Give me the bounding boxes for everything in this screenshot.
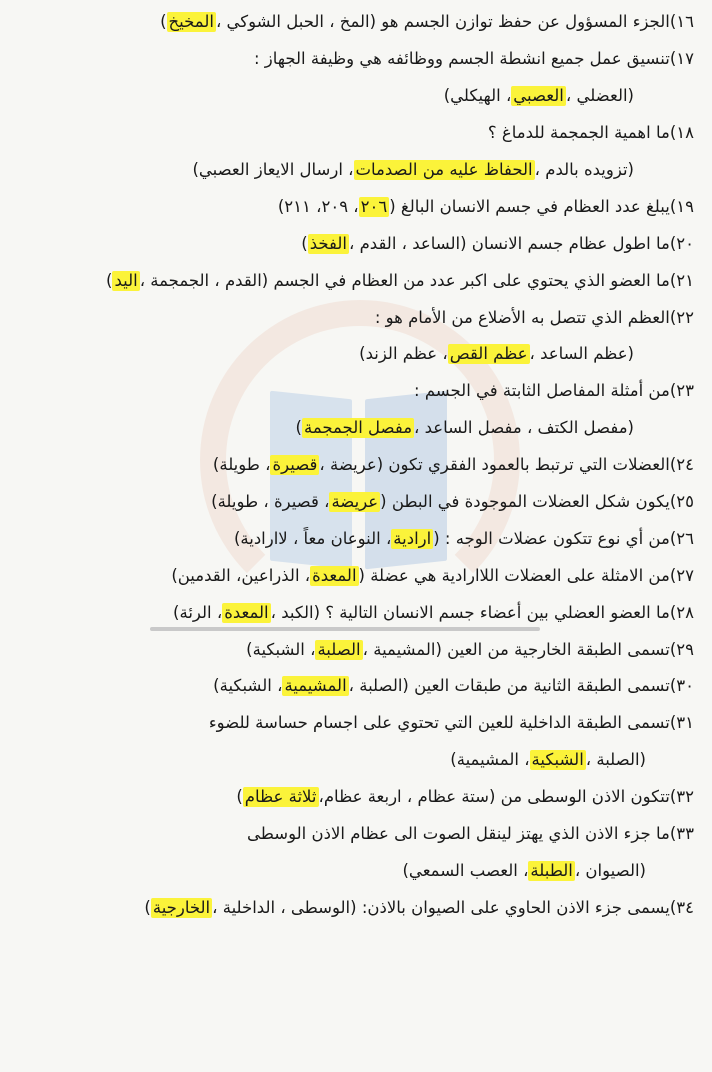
question-line <box>18 557 694 594</box>
highlighted-answer: ثلاثة عظام <box>244 787 317 807</box>
highlighted-answer: ٢٠٦ <box>360 196 388 216</box>
question-line <box>18 373 694 410</box>
line-text-end: ، ٢٠٩، ٢١١) <box>277 196 359 216</box>
line-text: من أمثلة المفاصل الثابتة في الجسم : <box>414 381 670 401</box>
highlighted-answer: عريضة <box>331 492 379 512</box>
question-line <box>18 779 694 816</box>
question-number: ١٩) <box>669 196 694 216</box>
line-text: تنسيق عمل جميع انشطة الجسم ووظائفه هي وظيفة الجهاز : <box>253 49 670 69</box>
line-text: يبلغ عدد العظام في جسم الانسان البالغ ( <box>389 196 670 216</box>
line-text-end: ، قصيرة ، طويلة) <box>211 492 330 512</box>
line-text-end: ، ارسال الايعاز العصبي) <box>192 160 354 179</box>
options-line <box>18 852 694 889</box>
question-line <box>18 299 694 336</box>
line-text: تسمى الطبقة الثانية من طبقات العين (الصلبة ، <box>348 676 670 696</box>
highlighted-answer: المشيمية <box>284 676 347 696</box>
line-text: يكون شكل العضلات الموجودة في البطن ( <box>380 492 670 512</box>
question-number: ٢٧) <box>669 565 694 585</box>
line-text: (الصلبة ، <box>585 750 646 770</box>
line-text: ما اهمية الجمجمة للدماغ ؟ <box>487 123 670 143</box>
question-number: ٣٣) <box>669 824 694 844</box>
question-line <box>18 594 694 631</box>
line-text: ما اطول عظام جسم الانسان (الساعد ، القدم ، <box>349 233 670 253</box>
line-text-end: ) <box>295 418 302 438</box>
line-text: ما العضو الذي يحتوي على اكبر عدد من العظام في الجسم (القدم ، الجمجمة ، <box>139 270 670 290</box>
question-number: ٣١) <box>669 713 694 733</box>
line-text-end: ) <box>301 233 308 253</box>
highlighted-answer: الفخذ <box>309 233 347 253</box>
line-text-end: ، الشبكية) <box>213 676 283 696</box>
line-text-end: ) <box>236 787 243 807</box>
question-number: ٢٥) <box>669 492 694 512</box>
question-number: ٣٢) <box>669 787 694 807</box>
highlighted-answer: المعدة <box>312 565 357 585</box>
line-text-end: ، الهيكلي) <box>443 86 512 106</box>
highlighted-answer: الخارجية <box>152 897 211 917</box>
line-text: (عظم الساعد ، <box>529 344 634 364</box>
line-text-end: ، الشبكية) <box>246 639 316 659</box>
highlighted-answer: مفصل الجمجمة <box>303 418 413 438</box>
line-text: من الامثلة على العضلات اللاارادية هي عضلة ( <box>358 565 670 585</box>
options-line <box>18 742 694 779</box>
question-number: ٣٤) <box>669 897 694 917</box>
question-line <box>18 188 694 225</box>
question-line <box>18 4 694 41</box>
question-number: ٢٨) <box>669 602 694 622</box>
question-number: ٣٠) <box>669 676 694 696</box>
line-text-end: ) <box>106 270 113 290</box>
line-text-end: ، الرئة) <box>173 602 223 622</box>
question-number: ٢٣) <box>669 381 694 401</box>
highlighted-answer: الشبكية <box>531 750 584 770</box>
highlighted-answer: عظم القص <box>449 344 528 364</box>
line-text-end: ، العصب السمعي) <box>402 860 529 880</box>
line-text: من أي نوع تتكون عضلات الوجه : ( <box>433 528 670 548</box>
line-text-end: ، طويلة) <box>212 455 271 475</box>
question-number: ٢٠) <box>669 233 694 253</box>
highlighted-answer: الطبلة <box>530 860 573 880</box>
highlighted-answer: قصيرة <box>272 455 318 475</box>
options-line <box>18 336 694 373</box>
highlighted-answer: المخيخ <box>168 12 214 32</box>
line-text: تسمى الطبقة الداخلية للعين التي تحتوي على اجسام حساسة للضوء <box>208 713 670 733</box>
line-text: تسمى الطبقة الخارجية من العين (المشيمية ، <box>362 639 670 659</box>
options-line <box>18 78 694 115</box>
line-text-end: ، عظم الزند) <box>359 344 448 364</box>
question-number: ٢١) <box>669 270 694 290</box>
line-text: يسمى جزء الاذن الحاوي على الصيوان بالاذن: (الوسطى ، الداخلية ، <box>212 897 670 917</box>
line-text: الجزء المسؤول عن حفظ توازن الجسم هو (المخ ، الحبل الشوكي ، <box>215 12 670 32</box>
highlighted-answer: اليد <box>114 270 138 290</box>
highlighted-answer: الحفاظ عليه من الصدمات <box>355 160 533 179</box>
line-text: (مفصل الكتف ، مفصل الساعد ، <box>414 418 634 438</box>
line-text: (العضلي ، <box>565 86 634 106</box>
line-text-end: ) <box>144 897 151 917</box>
question-number: ١٨) <box>669 123 694 143</box>
line-text: (تزويده بالدم ، <box>534 160 634 179</box>
question-line <box>18 816 694 853</box>
line-text: العظم الذي تتصل به الأضلاع من الأمام هو : <box>374 307 670 327</box>
question-number: ٢٩) <box>669 639 694 659</box>
question-line <box>18 668 694 705</box>
line-text-end: ، المشيمية) <box>450 750 530 770</box>
question-number: ١٧) <box>669 49 694 69</box>
line-text-end: ) <box>160 12 167 32</box>
line-text-end: ، النوعان معاً ، لاارادية) <box>233 528 392 548</box>
question-line <box>18 705 694 742</box>
options-line <box>18 152 694 189</box>
question-line <box>18 631 694 668</box>
line-text: (الصيوان ، <box>574 860 646 880</box>
highlighted-answer: العصبي <box>513 86 564 106</box>
line-text: ما العضو العضلي بين أعضاء جسم الانسان التالية ؟ (الكبد ، <box>270 602 670 622</box>
question-line <box>18 262 694 299</box>
line-text: تتكون الاذن الوسطى من (ستة عظام ، اربعة عظام، <box>318 787 670 807</box>
question-line <box>18 520 694 557</box>
highlighted-answer: المعدة <box>224 602 269 622</box>
highlighted-answer: الصلبة <box>317 639 361 659</box>
question-number: ٢٦) <box>669 528 694 548</box>
line-text: ما جزء الاذن الذي يهتز لينقل الصوت الى عظام الاذن الوسطى <box>247 824 670 844</box>
line-text: العضلات التي ترتبط بالعمود الفقري تكون (عريضة ، <box>319 455 670 475</box>
question-line <box>18 225 694 262</box>
question-number: ١٦) <box>669 12 694 32</box>
question-line <box>18 484 694 521</box>
question-line <box>18 889 694 926</box>
question-line <box>18 447 694 484</box>
question-number: ٢٤) <box>669 455 694 475</box>
line-text-end: ، الذراعين، القدمين) <box>171 565 311 585</box>
question-number: ٢٢) <box>669 307 694 327</box>
horizontal-divider <box>150 627 540 631</box>
question-line <box>18 115 694 152</box>
options-line <box>18 410 694 447</box>
highlighted-answer: ارادية <box>393 528 432 548</box>
question-line <box>18 41 694 78</box>
